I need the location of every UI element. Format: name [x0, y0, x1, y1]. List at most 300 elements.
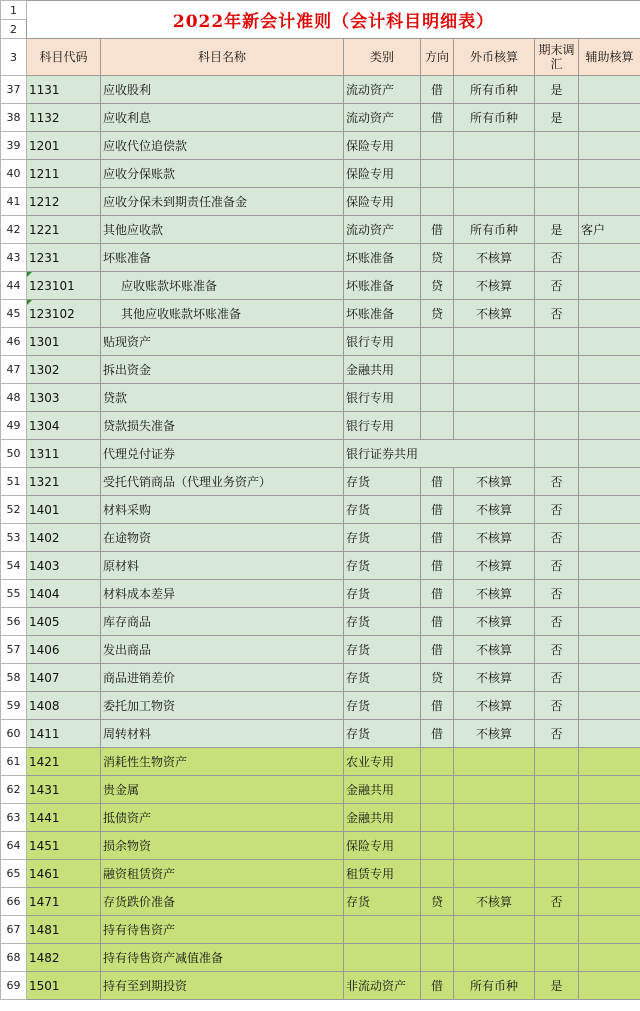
period-adjust-cell[interactable]: 否 — [535, 552, 579, 580]
table-row — [1, 272, 640, 300]
auxiliary-cell[interactable] — [579, 664, 640, 692]
auxiliary-cell[interactable] — [579, 916, 640, 944]
direction-cell[interactable] — [421, 356, 454, 384]
table-row — [1, 776, 640, 804]
period-adjust-cell[interactable] — [535, 412, 579, 440]
fx-cell[interactable]: 所有币种 — [454, 76, 535, 104]
fx-cell[interactable]: 不核算 — [454, 692, 535, 720]
account-name-cell[interactable]: 应收分保未到期责任准备金 — [101, 188, 344, 216]
row-number[interactable]: 43 — [1, 244, 27, 272]
fx-cell[interactable]: 不核算 — [454, 580, 535, 608]
account-name-cell[interactable]: 消耗性生物资产 — [101, 748, 344, 776]
auxiliary-cell[interactable] — [579, 188, 640, 216]
account-name-cell[interactable]: 存货跌价准备 — [101, 888, 344, 916]
direction-cell[interactable] — [421, 412, 454, 440]
account-code-cell[interactable]: 1401 — [27, 496, 101, 524]
auxiliary-cell[interactable] — [579, 636, 640, 664]
period-adjust-cell[interactable]: 是 — [535, 216, 579, 244]
period-adjust-cell[interactable] — [535, 916, 579, 944]
account-code-cell[interactable]: 1131 — [27, 76, 101, 104]
table-row — [1, 720, 640, 748]
fx-cell[interactable] — [454, 384, 535, 412]
category-cell[interactable]: 存货 — [344, 524, 421, 552]
row-number[interactable]: 58 — [1, 664, 27, 692]
row-number[interactable]: 69 — [1, 972, 27, 1000]
fx-cell[interactable] — [454, 328, 535, 356]
account-code-cell[interactable]: 123101 — [27, 272, 101, 300]
auxiliary-cell[interactable] — [579, 328, 640, 356]
category-cell[interactable]: 农业专用 — [344, 748, 421, 776]
direction-cell[interactable] — [421, 860, 454, 888]
period-adjust-cell[interactable] — [535, 384, 579, 412]
table-row — [1, 552, 640, 580]
direction-cell[interactable] — [421, 160, 454, 188]
category-cell[interactable]: 流动资产 — [344, 216, 421, 244]
table-row — [1, 496, 640, 524]
period-adjust-cell[interactable] — [535, 776, 579, 804]
category-cell[interactable]: 银行证券共用 — [344, 440, 535, 468]
fx-cell[interactable]: 不核算 — [454, 272, 535, 300]
row-number[interactable]: 2 — [1, 20, 27, 39]
column-header-direction[interactable]: 方向 — [421, 39, 454, 76]
account-code-cell[interactable]: 1471 — [27, 888, 101, 916]
account-name-cell[interactable]: 贷款损失准备 — [101, 412, 344, 440]
auxiliary-cell[interactable] — [579, 272, 640, 300]
auxiliary-cell[interactable] — [579, 944, 640, 972]
table-row — [1, 972, 640, 1000]
direction-cell[interactable]: 贷 — [421, 272, 454, 300]
category-cell[interactable]: 存货 — [344, 580, 421, 608]
auxiliary-cell[interactable] — [579, 748, 640, 776]
row-number[interactable]: 44 — [1, 272, 27, 300]
period-adjust-cell[interactable] — [535, 328, 579, 356]
period-adjust-cell[interactable] — [535, 356, 579, 384]
category-cell[interactable] — [344, 916, 421, 944]
table-row — [1, 692, 640, 720]
row-number[interactable]: 46 — [1, 328, 27, 356]
account-name-cell[interactable]: 材料采购 — [101, 496, 344, 524]
account-name-cell[interactable]: 应收股利 — [101, 76, 344, 104]
row-number[interactable]: 47 — [1, 356, 27, 384]
row-number[interactable]: 66 — [1, 888, 27, 916]
account-name-cell[interactable]: 持有至到期投资 — [101, 972, 344, 1000]
row-number[interactable]: 53 — [1, 524, 27, 552]
auxiliary-cell[interactable] — [579, 776, 640, 804]
fx-cell[interactable]: 所有币种 — [454, 972, 535, 1000]
auxiliary-cell[interactable] — [579, 524, 640, 552]
account-code-cell[interactable]: 1311 — [27, 440, 101, 468]
auxiliary-cell[interactable] — [579, 356, 640, 384]
fx-cell[interactable] — [454, 776, 535, 804]
period-adjust-cell[interactable]: 是 — [535, 104, 579, 132]
fx-cell[interactable]: 不核算 — [454, 664, 535, 692]
period-adjust-cell[interactable]: 否 — [535, 720, 579, 748]
row-number[interactable]: 54 — [1, 552, 27, 580]
row-number[interactable]: 38 — [1, 104, 27, 132]
row-number[interactable]: 3 — [1, 39, 27, 76]
account-code-cell[interactable]: 1406 — [27, 636, 101, 664]
period-adjust-cell[interactable]: 否 — [535, 244, 579, 272]
period-adjust-cell[interactable] — [535, 440, 579, 468]
direction-cell[interactable]: 贷 — [421, 300, 454, 328]
direction-cell[interactable] — [421, 916, 454, 944]
fx-cell[interactable] — [454, 860, 535, 888]
fx-cell[interactable] — [454, 748, 535, 776]
category-cell[interactable]: 流动资产 — [344, 104, 421, 132]
table-row — [1, 76, 640, 104]
auxiliary-cell[interactable] — [579, 76, 640, 104]
account-name-cell[interactable]: 应收利息 — [101, 104, 344, 132]
account-code-cell[interactable]: 123102 — [27, 300, 101, 328]
auxiliary-cell[interactable] — [579, 580, 640, 608]
direction-cell[interactable]: 借 — [421, 104, 454, 132]
fx-cell[interactable] — [454, 832, 535, 860]
row-number[interactable]: 1 — [1, 1, 27, 20]
auxiliary-cell[interactable] — [579, 888, 640, 916]
account-code-cell[interactable]: 1481 — [27, 916, 101, 944]
table-row — [1, 300, 640, 328]
category-cell[interactable]: 存货 — [344, 664, 421, 692]
account-name-cell[interactable]: 应收分保账款 — [101, 160, 344, 188]
account-code-cell[interactable]: 1404 — [27, 580, 101, 608]
category-cell[interactable]: 坏账准备 — [344, 300, 421, 328]
fx-cell[interactable]: 不核算 — [454, 468, 535, 496]
account-name-cell[interactable]: 损余物资 — [101, 832, 344, 860]
table-row — [1, 328, 640, 356]
category-cell[interactable]: 保险专用 — [344, 188, 421, 216]
direction-cell[interactable] — [421, 832, 454, 860]
row-number[interactable]: 42 — [1, 216, 27, 244]
direction-cell[interactable]: 借 — [421, 692, 454, 720]
account-code-cell[interactable]: 1441 — [27, 804, 101, 832]
period-adjust-cell[interactable]: 否 — [535, 272, 579, 300]
category-cell[interactable]: 保险专用 — [344, 832, 421, 860]
account-code-cell[interactable]: 1451 — [27, 832, 101, 860]
table-row — [1, 468, 640, 496]
auxiliary-cell[interactable] — [579, 468, 640, 496]
row-number[interactable]: 61 — [1, 748, 27, 776]
table-row — [1, 832, 640, 860]
account-name-cell[interactable]: 融资租赁资产 — [101, 860, 344, 888]
account-name-cell[interactable]: 贷款 — [101, 384, 344, 412]
table-row — [1, 440, 640, 468]
fx-cell[interactable]: 不核算 — [454, 888, 535, 916]
direction-cell[interactable]: 借 — [421, 216, 454, 244]
direction-cell[interactable]: 借 — [421, 608, 454, 636]
account-name-cell[interactable]: 坏账准备 — [101, 244, 344, 272]
account-code-cell[interactable]: 1303 — [27, 384, 101, 412]
table-row — [1, 244, 640, 272]
category-cell[interactable]: 银行专用 — [344, 384, 421, 412]
direction-cell[interactable]: 借 — [421, 720, 454, 748]
direction-cell[interactable] — [421, 188, 454, 216]
account-code-cell[interactable]: 1211 — [27, 160, 101, 188]
row-number[interactable]: 37 — [1, 76, 27, 104]
auxiliary-cell[interactable] — [579, 496, 640, 524]
fx-cell[interactable] — [454, 160, 535, 188]
table-row — [1, 748, 640, 776]
direction-cell[interactable] — [421, 132, 454, 160]
table-row — [1, 608, 640, 636]
auxiliary-cell[interactable] — [579, 804, 640, 832]
period-adjust-cell[interactable]: 否 — [535, 524, 579, 552]
account-code-cell[interactable]: 1301 — [27, 328, 101, 356]
auxiliary-cell[interactable] — [579, 160, 640, 188]
account-code-cell[interactable]: 1411 — [27, 720, 101, 748]
row-number[interactable]: 41 — [1, 188, 27, 216]
fx-cell[interactable] — [454, 356, 535, 384]
period-adjust-cell[interactable] — [535, 748, 579, 776]
row-number[interactable]: 51 — [1, 468, 27, 496]
table-row — [1, 524, 640, 552]
direction-cell[interactable] — [421, 748, 454, 776]
auxiliary-cell[interactable] — [579, 832, 640, 860]
fx-cell[interactable]: 所有币种 — [454, 216, 535, 244]
direction-cell[interactable]: 借 — [421, 76, 454, 104]
direction-cell[interactable]: 贷 — [421, 244, 454, 272]
direction-cell[interactable]: 借 — [421, 580, 454, 608]
account-name-cell[interactable]: 拆出资金 — [101, 356, 344, 384]
direction-cell[interactable]: 贷 — [421, 888, 454, 916]
account-name-cell[interactable]: 抵债资产 — [101, 804, 344, 832]
column-header-fx[interactable]: 外币核算 — [454, 39, 535, 76]
category-cell[interactable]: 非流动资产 — [344, 972, 421, 1000]
table-row — [1, 860, 640, 888]
fx-cell[interactable]: 不核算 — [454, 552, 535, 580]
account-code-cell[interactable]: 1321 — [27, 468, 101, 496]
row-number[interactable]: 52 — [1, 496, 27, 524]
period-adjust-cell[interactable] — [535, 160, 579, 188]
account-code-cell[interactable]: 1431 — [27, 776, 101, 804]
row-number[interactable]: 40 — [1, 160, 27, 188]
sheet-title[interactable]: 2022年新会计准则（会计科目明细表） — [27, 1, 640, 39]
fx-cell[interactable] — [454, 132, 535, 160]
auxiliary-cell[interactable] — [579, 384, 640, 412]
auxiliary-cell[interactable] — [579, 552, 640, 580]
direction-cell[interactable] — [421, 944, 454, 972]
auxiliary-cell[interactable] — [579, 412, 640, 440]
account-name-cell[interactable]: 在途物资 — [101, 524, 344, 552]
direction-cell[interactable]: 借 — [421, 524, 454, 552]
table-row — [1, 216, 640, 244]
row-number[interactable]: 60 — [1, 720, 27, 748]
auxiliary-cell[interactable] — [579, 608, 640, 636]
row-number[interactable]: 57 — [1, 636, 27, 664]
direction-cell[interactable] — [421, 804, 454, 832]
category-cell[interactable]: 存货 — [344, 692, 421, 720]
period-adjust-cell[interactable]: 否 — [535, 692, 579, 720]
category-cell[interactable]: 租赁专用 — [344, 860, 421, 888]
row-number[interactable]: 55 — [1, 580, 27, 608]
period-adjust-cell[interactable]: 是 — [535, 76, 579, 104]
account-name-cell[interactable]: 贵金属 — [101, 776, 344, 804]
auxiliary-cell[interactable] — [579, 972, 640, 1000]
direction-cell[interactable]: 贷 — [421, 664, 454, 692]
row-number[interactable]: 67 — [1, 916, 27, 944]
auxiliary-cell[interactable] — [579, 720, 640, 748]
column-header-period-adjust[interactable]: 期末调汇 — [535, 39, 579, 76]
fx-cell[interactable]: 不核算 — [454, 244, 535, 272]
period-adjust-cell[interactable] — [535, 188, 579, 216]
direction-cell[interactable] — [421, 384, 454, 412]
fx-cell[interactable] — [454, 804, 535, 832]
category-cell[interactable]: 保险专用 — [344, 132, 421, 160]
period-adjust-cell[interactable]: 否 — [535, 496, 579, 524]
period-adjust-cell[interactable]: 否 — [535, 608, 579, 636]
auxiliary-cell[interactable] — [579, 440, 640, 468]
auxiliary-cell[interactable] — [579, 692, 640, 720]
fx-cell[interactable]: 不核算 — [454, 636, 535, 664]
row-number[interactable]: 62 — [1, 776, 27, 804]
account-name-cell[interactable]: 受托代销商品（代理业务资产） — [101, 468, 344, 496]
row-number[interactable]: 50 — [1, 440, 27, 468]
column-header-category[interactable]: 类别 — [344, 39, 421, 76]
table-row — [1, 160, 640, 188]
fx-cell[interactable] — [454, 188, 535, 216]
column-header-name[interactable]: 科目名称 — [101, 39, 344, 76]
account-name-cell[interactable]: 应收代位追偿款 — [101, 132, 344, 160]
auxiliary-cell[interactable] — [579, 300, 640, 328]
account-name-cell[interactable]: 其他应收款 — [101, 216, 344, 244]
fx-cell[interactable] — [454, 412, 535, 440]
direction-cell[interactable]: 借 — [421, 468, 454, 496]
period-adjust-cell[interactable]: 否 — [535, 468, 579, 496]
period-adjust-cell[interactable]: 否 — [535, 636, 579, 664]
period-adjust-cell[interactable] — [535, 860, 579, 888]
auxiliary-cell[interactable] — [579, 104, 640, 132]
category-cell[interactable]: 金融共用 — [344, 804, 421, 832]
account-name-cell[interactable]: 代理兑付证券 — [101, 440, 344, 468]
direction-cell[interactable]: 借 — [421, 636, 454, 664]
table-row — [1, 916, 640, 944]
account-code-cell[interactable]: 1231 — [27, 244, 101, 272]
category-cell[interactable]: 存货 — [344, 636, 421, 664]
account-code-cell[interactable]: 1408 — [27, 692, 101, 720]
fx-cell[interactable]: 不核算 — [454, 496, 535, 524]
auxiliary-cell[interactable] — [579, 860, 640, 888]
account-code-cell[interactable]: 1304 — [27, 412, 101, 440]
account-name-cell[interactable]: 应收账款坏账准备 — [101, 272, 344, 300]
direction-cell[interactable] — [421, 776, 454, 804]
category-cell[interactable]: 金融共用 — [344, 356, 421, 384]
fx-cell[interactable]: 不核算 — [454, 300, 535, 328]
account-name-cell[interactable]: 贴现资产 — [101, 328, 344, 356]
fx-cell[interactable] — [454, 916, 535, 944]
category-cell[interactable]: 存货 — [344, 552, 421, 580]
fx-cell[interactable] — [454, 944, 535, 972]
row-number[interactable]: 48 — [1, 384, 27, 412]
period-adjust-cell[interactable]: 是 — [535, 972, 579, 1000]
direction-cell[interactable] — [421, 328, 454, 356]
row-number[interactable]: 68 — [1, 944, 27, 972]
period-adjust-cell[interactable]: 否 — [535, 580, 579, 608]
account-name-cell[interactable]: 库存商品 — [101, 608, 344, 636]
category-cell[interactable]: 流动资产 — [344, 76, 421, 104]
table-row — [1, 384, 640, 412]
direction-cell[interactable]: 借 — [421, 552, 454, 580]
category-cell[interactable]: 银行专用 — [344, 328, 421, 356]
period-adjust-cell[interactable] — [535, 944, 579, 972]
period-adjust-cell[interactable]: 否 — [535, 888, 579, 916]
account-name-cell[interactable]: 持有待售资产 — [101, 916, 344, 944]
category-cell[interactable]: 存货 — [344, 468, 421, 496]
fx-cell[interactable]: 所有币种 — [454, 104, 535, 132]
account-code-cell[interactable]: 1302 — [27, 356, 101, 384]
account-code-cell[interactable]: 1221 — [27, 216, 101, 244]
account-code-cell[interactable]: 1201 — [27, 132, 101, 160]
row-number[interactable]: 65 — [1, 860, 27, 888]
category-cell[interactable]: 存货 — [344, 608, 421, 636]
fx-cell[interactable]: 不核算 — [454, 524, 535, 552]
account-code-cell[interactable]: 1402 — [27, 524, 101, 552]
account-code-cell[interactable]: 1407 — [27, 664, 101, 692]
period-adjust-cell[interactable]: 否 — [535, 664, 579, 692]
direction-cell[interactable]: 借 — [421, 972, 454, 1000]
header-row — [1, 39, 640, 76]
account-name-cell[interactable]: 材料成本差异 — [101, 580, 344, 608]
category-cell[interactable] — [344, 944, 421, 972]
account-code-cell[interactable]: 1482 — [27, 944, 101, 972]
table-row — [1, 804, 640, 832]
period-adjust-cell[interactable] — [535, 832, 579, 860]
fx-cell[interactable]: 不核算 — [454, 608, 535, 636]
account-name-cell[interactable]: 发出商品 — [101, 636, 344, 664]
table-row — [1, 188, 640, 216]
row-number[interactable]: 63 — [1, 804, 27, 832]
period-adjust-cell[interactable] — [535, 804, 579, 832]
row-number[interactable]: 45 — [1, 300, 27, 328]
category-cell[interactable]: 存货 — [344, 496, 421, 524]
column-header-auxiliary[interactable]: 辅助核算 — [579, 39, 640, 76]
category-cell[interactable]: 坏账准备 — [344, 272, 421, 300]
account-code-cell[interactable]: 1403 — [27, 552, 101, 580]
row-number[interactable]: 49 — [1, 412, 27, 440]
category-cell[interactable]: 金融共用 — [344, 776, 421, 804]
category-cell[interactable]: 坏账准备 — [344, 244, 421, 272]
row-number[interactable]: 39 — [1, 132, 27, 160]
category-cell[interactable]: 存货 — [344, 888, 421, 916]
account-name-cell[interactable]: 其他应收账款坏账准备 — [101, 300, 344, 328]
table-row — [1, 636, 640, 664]
account-code-cell[interactable]: 1405 — [27, 608, 101, 636]
account-code-cell[interactable]: 1461 — [27, 860, 101, 888]
table-row — [1, 664, 640, 692]
direction-cell[interactable]: 借 — [421, 496, 454, 524]
category-cell[interactable]: 保险专用 — [344, 160, 421, 188]
account-name-cell[interactable]: 持有待售资产减值准备 — [101, 944, 344, 972]
account-code-cell[interactable]: 1501 — [27, 972, 101, 1000]
auxiliary-cell[interactable] — [579, 132, 640, 160]
auxiliary-cell[interactable] — [579, 244, 640, 272]
account-name-cell[interactable]: 原材料 — [101, 552, 344, 580]
fx-cell[interactable]: 不核算 — [454, 720, 535, 748]
row-number[interactable]: 64 — [1, 832, 27, 860]
category-cell[interactable]: 银行专用 — [344, 412, 421, 440]
account-name-cell[interactable]: 周转材料 — [101, 720, 344, 748]
account-code-cell[interactable]: 1132 — [27, 104, 101, 132]
column-header-code[interactable]: 科目代码 — [27, 39, 101, 76]
auxiliary-cell[interactable]: 客户 — [579, 216, 640, 244]
account-code-cell[interactable]: 1421 — [27, 748, 101, 776]
account-name-cell[interactable]: 商品进销差价 — [101, 664, 344, 692]
account-code-cell[interactable]: 1212 — [27, 188, 101, 216]
row-number[interactable]: 59 — [1, 692, 27, 720]
category-cell[interactable]: 存货 — [344, 720, 421, 748]
account-name-cell[interactable]: 委托加工物资 — [101, 692, 344, 720]
period-adjust-cell[interactable]: 否 — [535, 300, 579, 328]
row-number[interactable]: 56 — [1, 608, 27, 636]
period-adjust-cell[interactable] — [535, 132, 579, 160]
